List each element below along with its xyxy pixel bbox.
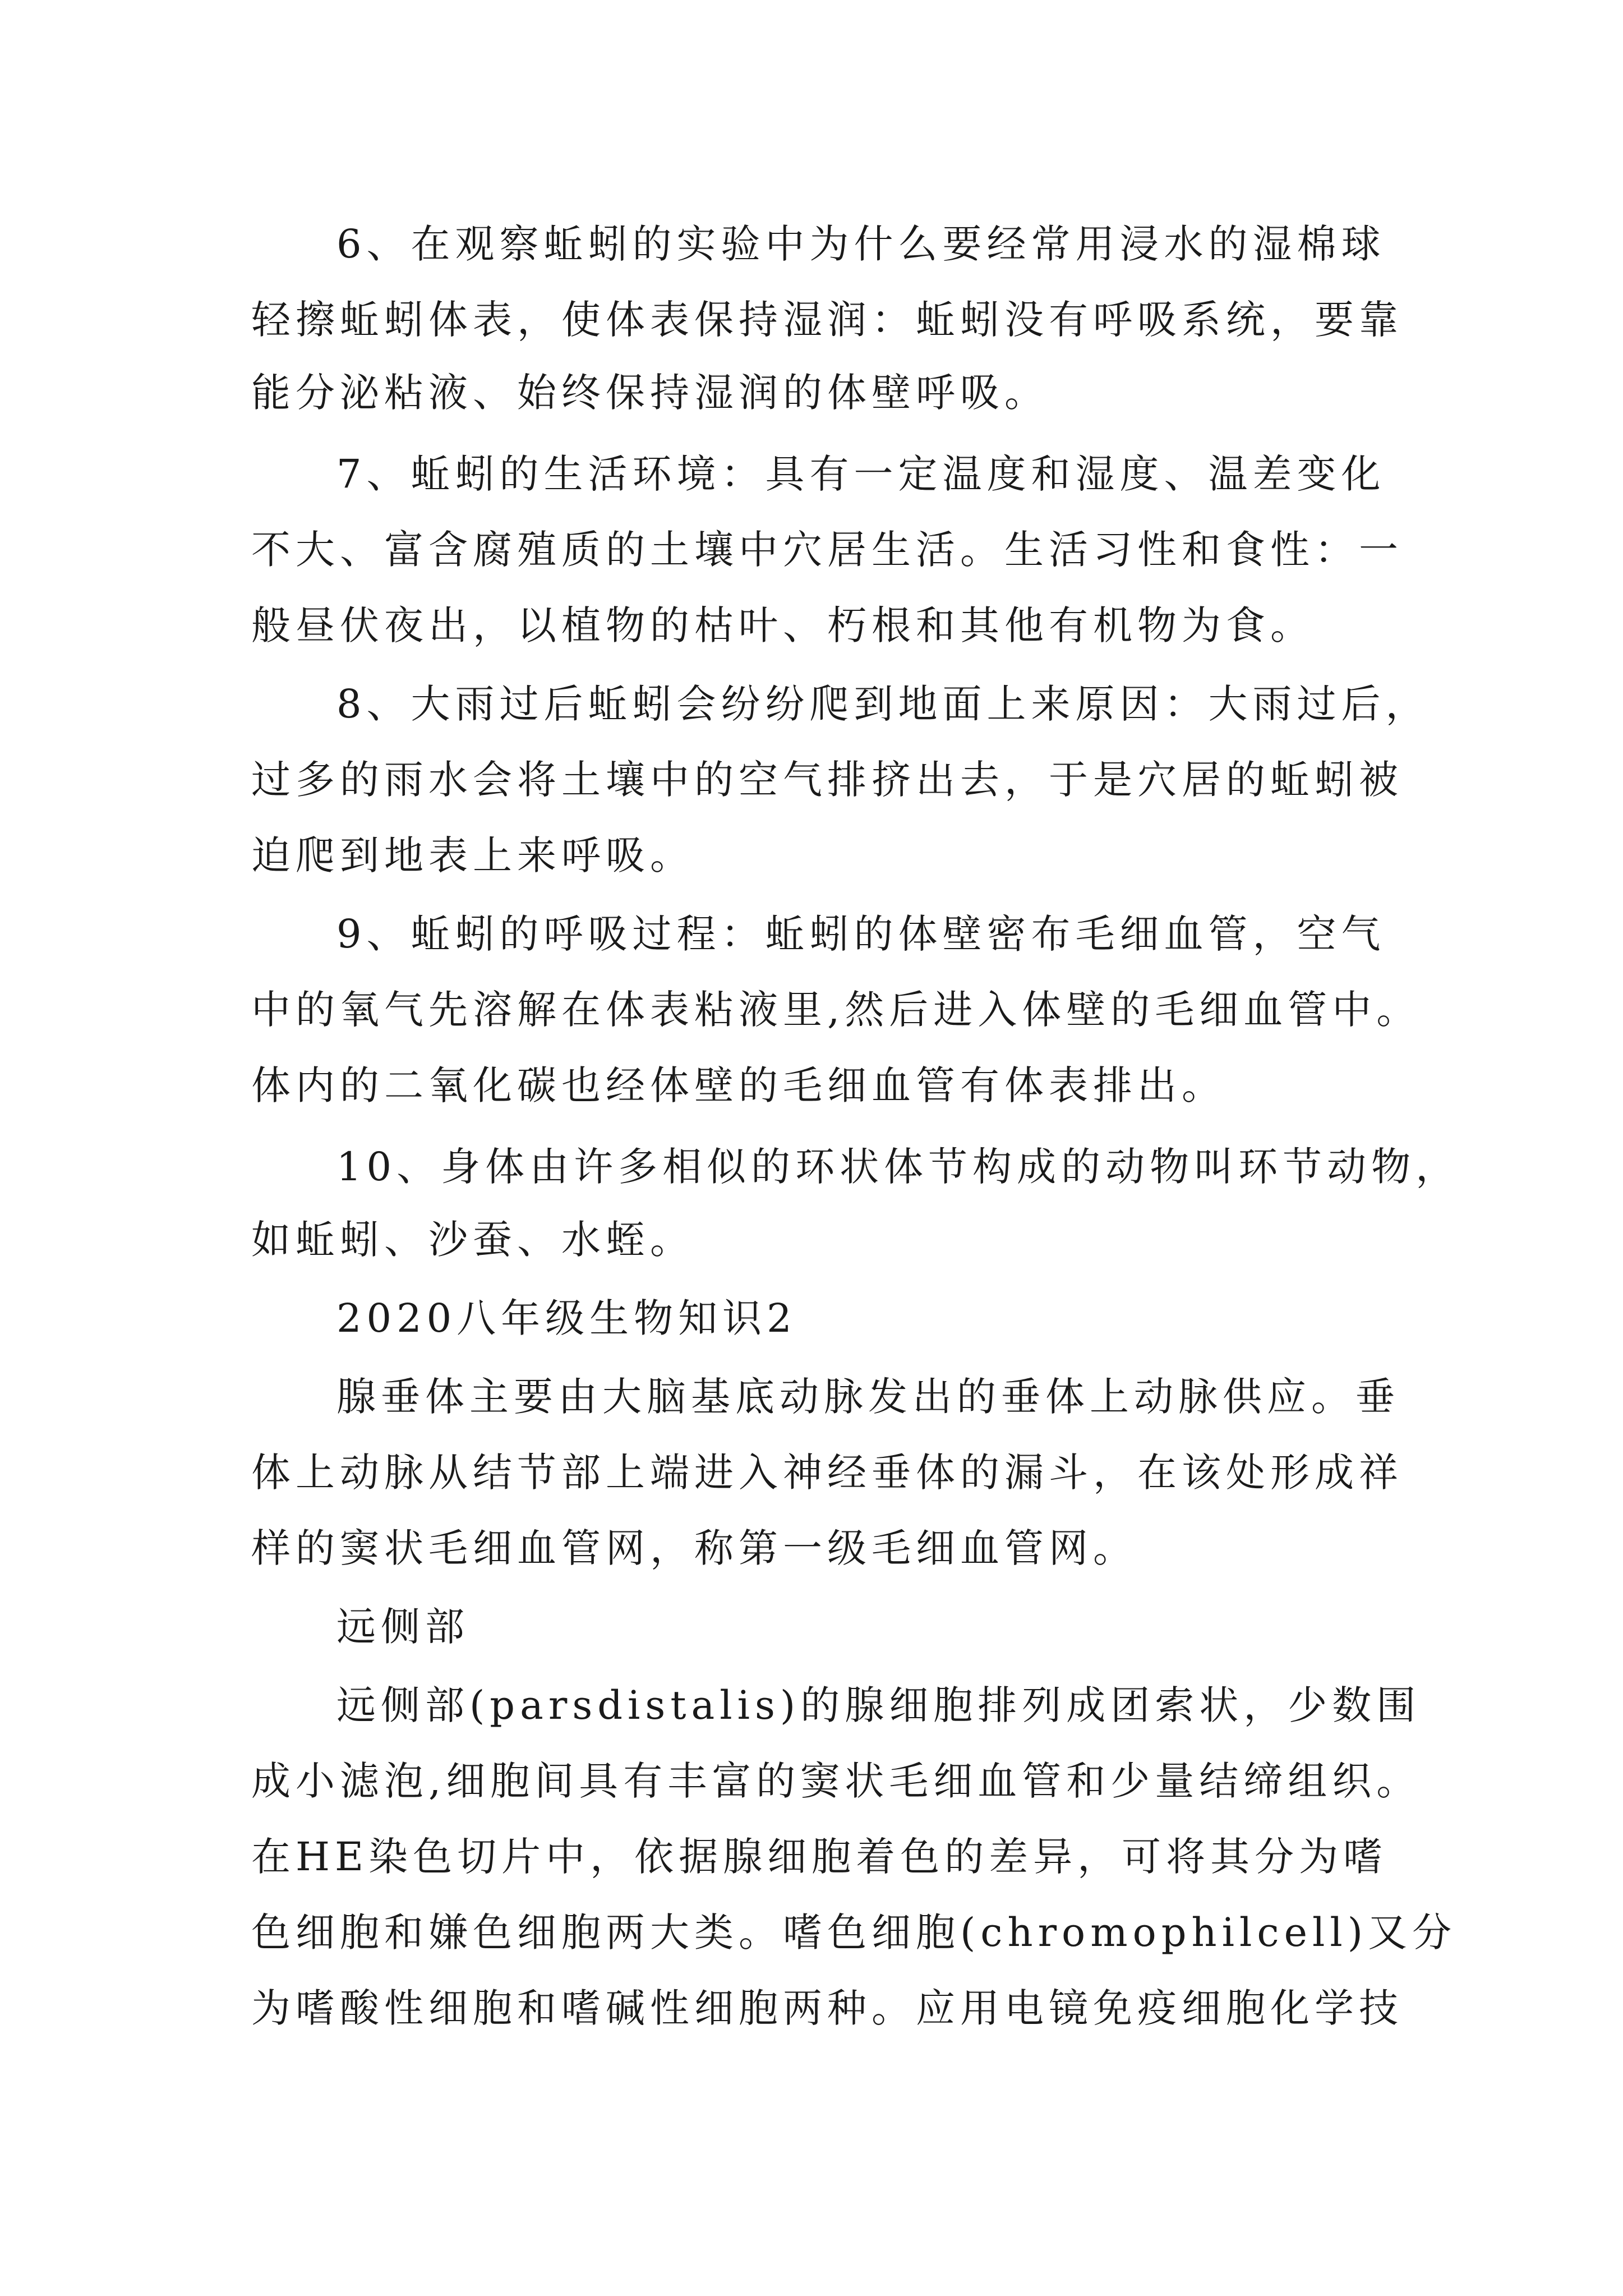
- paragraph-11-line-2: 体上动脉从结节部上端进入神经垂体的漏斗，在该处形成祥: [251, 1450, 1403, 1496]
- paragraph-7-line-1: 7、蚯蚓的生活环境：具有一定温度和湿度、温差变化: [336, 451, 1386, 497]
- paragraph-10-line-2: 如蚯蚓、沙蚕、水蛭。: [251, 1217, 694, 1263]
- paragraph-12-line-3: 在HE染色切片中，依据腺细胞着色的差异，可将其分为嗜: [251, 1834, 1388, 1880]
- paragraph-12-line-4: 色细胞和嫌色细胞两大类。嗜色细胞(chromophilcell)又分: [251, 1910, 1457, 1955]
- paragraph-12-line-5: 为嗜酸性细胞和嗜碱性细胞两种。应用电镜免疫细胞化学技: [251, 1985, 1403, 2031]
- section-heading: 2020八年级生物知识2: [336, 1295, 797, 1341]
- paragraph-12-line-2: 成小滤泡,细胞间具有丰富的窦状毛细血管和少量结缔组织。: [251, 1758, 1421, 1804]
- paragraph-8-line-3: 迫爬到地表上来呼吸。: [251, 832, 694, 878]
- paragraph-10-line-1: 10、身体由许多相似的环状体节构成的动物叫环节动物，: [336, 1144, 1460, 1190]
- paragraph-8-line-2: 过多的雨水会将土壤中的空气排挤出去，于是穴居的蚯蚓被: [251, 757, 1403, 803]
- paragraph-7-line-2: 不大、富含腐殖质的土壤中穴居生活。生活习性和食性：一: [251, 527, 1403, 573]
- paragraph-6-line-3: 能分泌粘液、始终保持湿润的体壁呼吸。: [251, 370, 1049, 416]
- paragraph-9-line-1: 9、蚯蚓的呼吸过程：蚯蚓的体壁密布毛细血管，空气: [336, 911, 1386, 957]
- paragraph-9-line-3: 体内的二氧化碳也经体壁的毛细血管有体表排出。: [251, 1062, 1226, 1108]
- paragraph-9-line-2: 中的氧气先溶解在体表粘液里,然后进入体壁的毛细血管中。: [251, 987, 1421, 1033]
- paragraph-6-line-2: 轻擦蚯蚓体表，使体表保持湿润：蚯蚓没有呼吸系统，要靠: [251, 297, 1403, 343]
- paragraph-8-line-1: 8、大雨过后蚯蚓会纷纷爬到地面上来原因：大雨过后，: [336, 681, 1430, 727]
- paragraph-6-line-1: 6、在观察蚯蚓的实验中为什么要经常用浸水的湿棉球: [336, 221, 1386, 267]
- paragraph-12-line-1: 远侧部(parsdistalis)的腺细胞排列成团索状，少数围: [336, 1682, 1421, 1728]
- paragraph-7-line-3: 般昼伏夜出，以植物的枯叶、朽根和其他有机物为食。: [251, 602, 1315, 648]
- paragraph-11-line-1: 腺垂体主要由大脑基底动脉发出的垂体上动脉供应。垂: [336, 1374, 1400, 1420]
- paragraph-11-line-3: 样的窦状毛细血管网，称第一级毛细血管网。: [251, 1525, 1137, 1571]
- subheading: 远侧部: [336, 1604, 469, 1650]
